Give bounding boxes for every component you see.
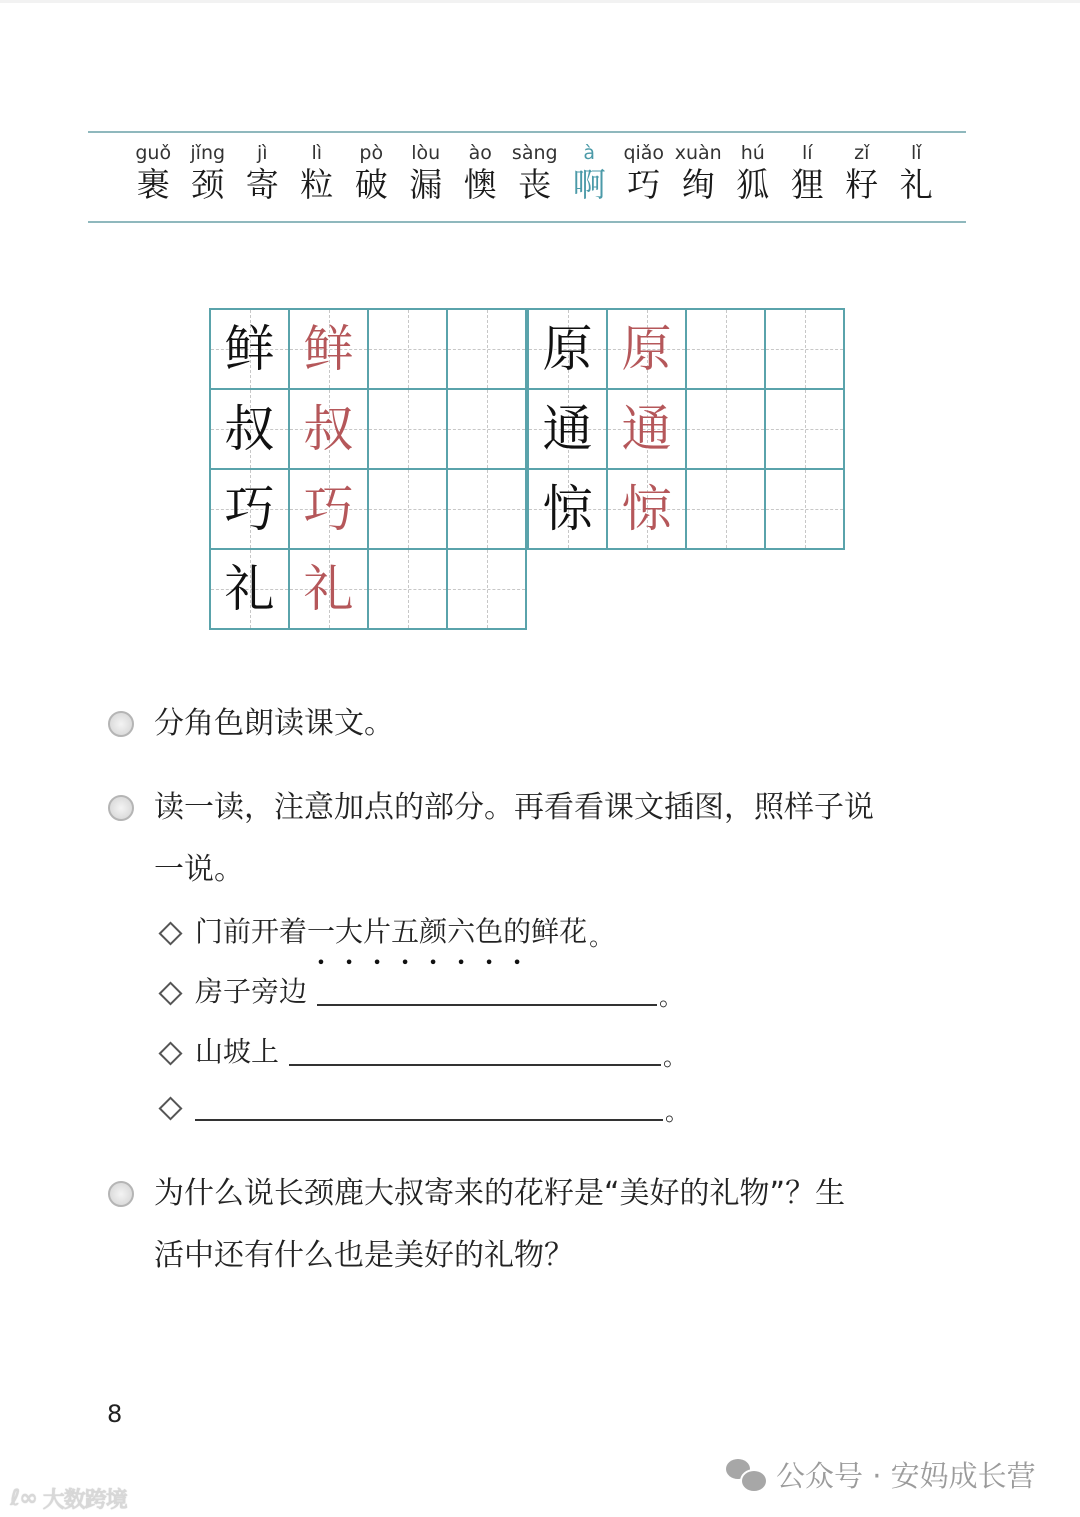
trace-char: 礼 xyxy=(303,560,354,618)
hanzi: 狐 xyxy=(736,165,770,204)
grid-cell-blank xyxy=(369,550,448,630)
watermark-right xyxy=(726,1454,1036,1495)
reference-char: 叔 xyxy=(224,400,275,458)
sentence-prefix: 房子旁边 xyxy=(195,975,308,1008)
pinyin: xuàn xyxy=(674,142,722,164)
vocab-item xyxy=(508,141,563,205)
grid-cell-reference xyxy=(529,390,608,470)
vocabulary-row xyxy=(126,141,944,205)
pinyin: jì xyxy=(256,142,268,164)
page-number: 8 xyxy=(107,1400,123,1428)
example-sentence xyxy=(156,910,613,950)
watermark-logo-icon: ℓ∞ xyxy=(10,1486,37,1511)
grid-cell-blank xyxy=(766,310,845,390)
fill-in-item xyxy=(156,1030,687,1070)
sentence-end: 。 xyxy=(589,923,614,951)
fill-in-item xyxy=(156,970,683,1010)
grid-cell-blank xyxy=(687,390,766,470)
reference-char: 鲜 xyxy=(224,320,275,378)
pinyin: lí xyxy=(801,142,813,164)
grid-cell-blank xyxy=(687,310,766,390)
vocab-item xyxy=(780,141,835,205)
vocab-item xyxy=(617,141,672,205)
reference-char: 巧 xyxy=(224,480,275,538)
grid-cell-trace xyxy=(608,310,687,390)
emphasized-char: 颜 • xyxy=(419,910,447,950)
writing-grid-right xyxy=(527,308,845,550)
pinyin: ào xyxy=(468,142,492,164)
grid-cell-trace xyxy=(290,470,369,550)
emphasized-char: 片 • xyxy=(363,910,391,950)
watermark-right-text: 公众号 · 安妈成长营 xyxy=(776,1459,1036,1493)
trace-char: 通 xyxy=(621,400,672,458)
hanzi: 懊 xyxy=(463,165,497,204)
hanzi: 漏 xyxy=(409,165,443,204)
diamond-bullet-icon xyxy=(158,921,182,945)
grid-cell-blank xyxy=(448,390,527,470)
hanzi: 礼 xyxy=(899,165,933,204)
grid-cell-reference xyxy=(529,310,608,390)
sentence-end: 。 xyxy=(665,1098,689,1126)
hanzi: 粒 xyxy=(300,165,334,204)
grid-cell-blank xyxy=(369,390,448,470)
grid-cell-reference xyxy=(211,470,290,550)
vocab-item xyxy=(835,141,890,205)
hanzi: 巧 xyxy=(627,165,661,204)
emphasized-char: 的 • xyxy=(503,910,531,950)
grid-cell-blank xyxy=(369,310,448,390)
pinyin: jǐng xyxy=(190,142,226,164)
fill-in-item xyxy=(156,1090,689,1125)
hanzi: 绚 xyxy=(681,165,715,204)
exercise-text-line1: 读一读，注意加点的部分。再看看课文插图，照样子说 xyxy=(154,790,874,825)
vocab-item xyxy=(726,141,781,205)
hanzi: 狸 xyxy=(790,165,824,204)
exercise-badge-icon xyxy=(108,795,134,821)
grid-cell-blank xyxy=(448,550,527,630)
reference-char: 通 xyxy=(542,400,593,458)
diamond-bullet-icon xyxy=(158,981,182,1005)
vocab-item xyxy=(181,141,236,205)
hanzi: 破 xyxy=(354,165,388,204)
watermark-left xyxy=(10,1483,127,1514)
vocab-item xyxy=(889,141,944,205)
pinyin: hú xyxy=(740,142,765,164)
grid-cell-reference xyxy=(211,310,290,390)
pinyin: à xyxy=(583,142,596,164)
exercise-text: 分角色朗读课文。 xyxy=(154,706,394,741)
pinyin: sàng xyxy=(511,142,558,164)
grid-cell-trace xyxy=(290,390,369,470)
pinyin: lòu xyxy=(411,142,441,164)
grid-cell-reference xyxy=(211,390,290,470)
pinyin: lì xyxy=(311,142,323,164)
pinyin: zǐ xyxy=(854,142,870,164)
emphasized-char: 大 • xyxy=(335,910,363,950)
fill-in-blank[interactable] xyxy=(289,1063,661,1066)
grid-cell-reference xyxy=(211,550,290,630)
trace-char: 原 xyxy=(621,320,672,378)
exercise-text-line2: 一说。 xyxy=(154,852,244,887)
vocab-item-highlighted xyxy=(562,141,617,205)
grid-cell-trace xyxy=(290,310,369,390)
exercise-badge-icon xyxy=(108,711,134,737)
hanzi: 丧 xyxy=(518,165,552,204)
hanzi: 裹 xyxy=(136,165,170,204)
vocab-item xyxy=(399,141,454,205)
grid-cell-reference xyxy=(529,470,608,550)
diamond-bullet-icon xyxy=(158,1096,182,1120)
vocabulary-strip xyxy=(88,131,966,223)
vocab-item xyxy=(235,141,290,205)
trace-char: 叔 xyxy=(303,400,354,458)
sentence-prefix: 山坡上 xyxy=(195,1035,280,1068)
hanzi: 籽 xyxy=(845,165,879,204)
grid-cell-blank xyxy=(369,470,448,550)
vocab-item xyxy=(671,141,726,205)
emphasized-char: 色 • xyxy=(475,910,503,950)
pinyin: guǒ xyxy=(135,142,172,164)
exercise-badge-icon xyxy=(108,1181,134,1207)
sentence-suffix: 鲜花 xyxy=(531,915,588,948)
emphasized-char: 一 • xyxy=(307,910,335,950)
reference-char: 礼 xyxy=(224,560,275,618)
hanzi: 颈 xyxy=(191,165,225,204)
pinyin: lǐ xyxy=(910,142,922,164)
trace-char: 鲜 xyxy=(303,320,354,378)
vocab-item xyxy=(344,141,399,205)
diamond-bullet-icon xyxy=(158,1041,182,1065)
exercise-text-line1: 为什么说长颈鹿大叔寄来的花籽是“美好的礼物”？生 xyxy=(154,1176,846,1211)
grid-cell-blank xyxy=(766,470,845,550)
wechat-icon xyxy=(726,1459,766,1491)
top-edge xyxy=(0,0,1080,3)
watermark-left-text: 大数跨境 xyxy=(42,1488,127,1513)
sentence-end: 。 xyxy=(663,1043,688,1071)
reference-char: 原 xyxy=(542,320,593,378)
vocab-item xyxy=(290,141,345,205)
vocab-item xyxy=(453,141,508,205)
hanzi: 啊 xyxy=(572,165,606,204)
fill-in-blank[interactable] xyxy=(195,1118,663,1121)
sentence-end: 。 xyxy=(659,983,684,1011)
grid-cell-trace xyxy=(608,390,687,470)
emphasized-char: 六 • xyxy=(447,910,475,950)
grid-cell-blank xyxy=(448,310,527,390)
reference-char: 惊 xyxy=(542,480,593,538)
pinyin: pò xyxy=(359,142,384,164)
trace-char: 惊 xyxy=(621,480,672,538)
grid-cell-trace xyxy=(608,470,687,550)
grid-cell-trace xyxy=(290,550,369,630)
emphasized-char: 五 • xyxy=(391,910,419,950)
grid-cell-blank xyxy=(766,390,845,470)
vocab-item xyxy=(126,141,181,205)
writing-grid-left xyxy=(209,308,527,630)
grid-cell-blank xyxy=(687,470,766,550)
exercise-text-line2: 活中还有什么也是美好的礼物？ xyxy=(154,1238,574,1273)
sentence-prefix: 门前开着 xyxy=(195,915,308,948)
fill-in-blank[interactable] xyxy=(317,1003,657,1006)
hanzi: 寄 xyxy=(245,165,279,204)
pinyin: qiǎo xyxy=(623,142,665,164)
trace-char: 巧 xyxy=(303,480,354,538)
grid-cell-blank xyxy=(448,470,527,550)
